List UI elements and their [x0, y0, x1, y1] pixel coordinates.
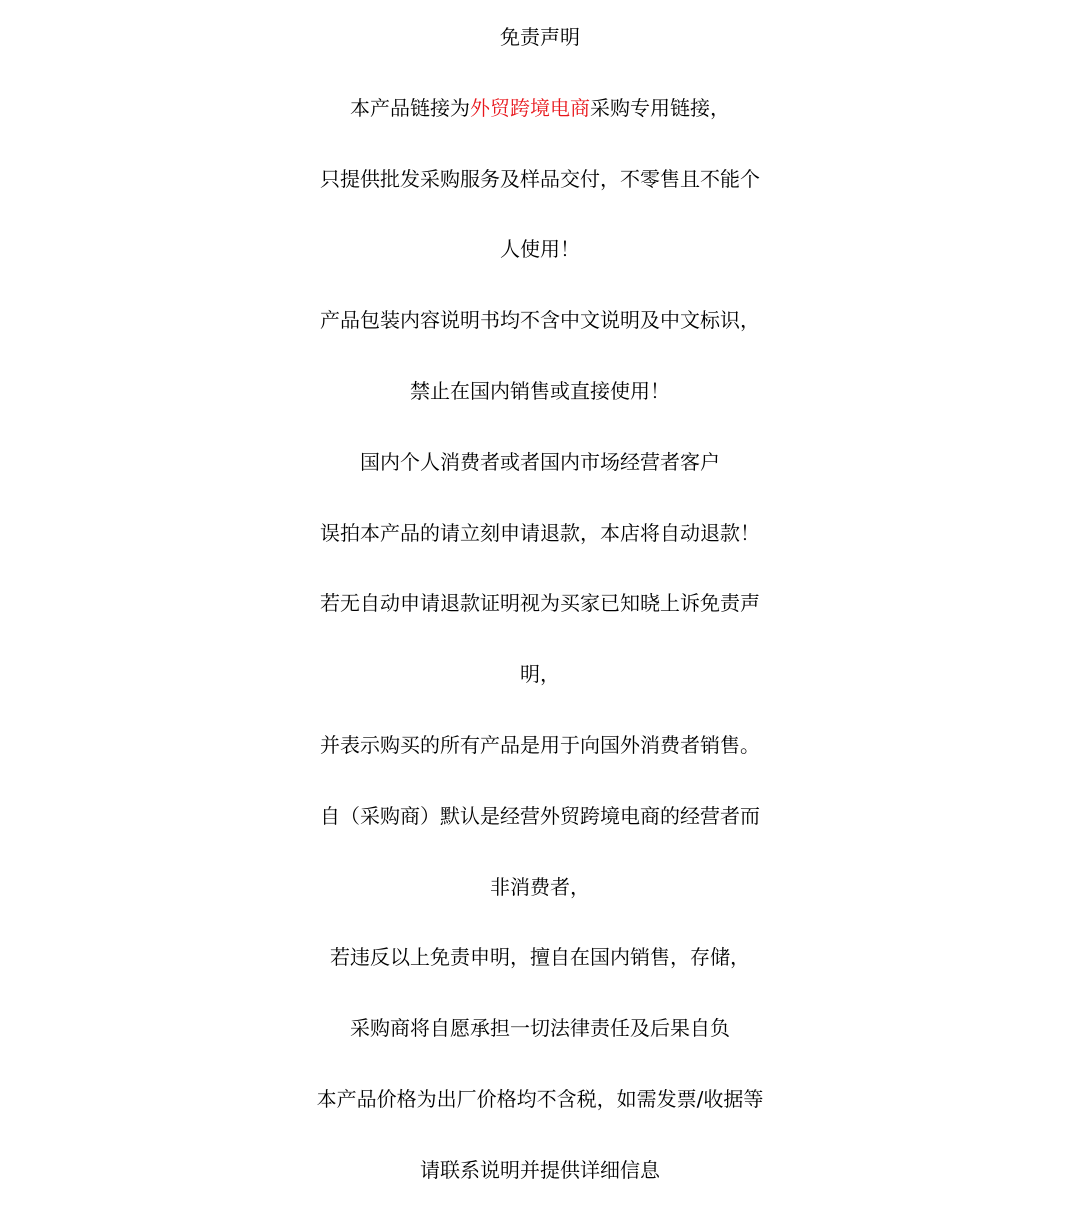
disclaimer-title: 免责声明 [500, 25, 580, 49]
disclaimer-line-6: 国内个人消费者或者国内市场经营者客户 [360, 449, 720, 474]
disclaimer-line-4: 产品包装内容说明书均不含中文说明及中文标识， [320, 308, 760, 333]
disclaimer-line-11: 自（采购商）默认是经营外贸跨境电商的经营者而 [320, 803, 760, 828]
disclaimer-line-14: 采购商将自愿承担一切法律责任及后果自负 [350, 1016, 730, 1041]
disclaimer-line-13: 若违反以上免责申明，擅自在国内销售，存储， [330, 945, 750, 970]
disclaimer-line-10: 并表示购买的所有产品是用于向国外消费者销售。 [320, 732, 760, 757]
disclaimer-line-1 [0, 73, 1080, 144]
disclaimer-line-9: 明， [520, 662, 560, 687]
disclaimer-line-7: 误拍本产品的请立刻申请退款，本店将自动退款！ [320, 520, 760, 545]
disclaimer-line-15: 本产品价格为出厂价格均不含税，如需发票/收据等 [316, 1086, 764, 1111]
line-1-after: 采购专用链接， [590, 95, 730, 120]
disclaimer-line-12: 非消费者， [490, 874, 590, 899]
line-1-highlight: 外贸跨境电商 [470, 95, 590, 120]
disclaimer-line-16: 请联系说明并提供详细信息 [420, 1157, 660, 1182]
line-1-before: 本产品链接为 [350, 95, 470, 120]
disclaimer-line-8: 若无自动申请退款证明视为买家已知晓上诉免责声 [320, 591, 760, 616]
disclaimer-line-3: 人使用！ [500, 237, 580, 262]
disclaimer-line-5: 禁止在国内销售或直接使用！ [410, 378, 670, 403]
disclaimer-line-2: 只提供批发采购服务及样品交付，不零售且不能个 [320, 166, 760, 191]
